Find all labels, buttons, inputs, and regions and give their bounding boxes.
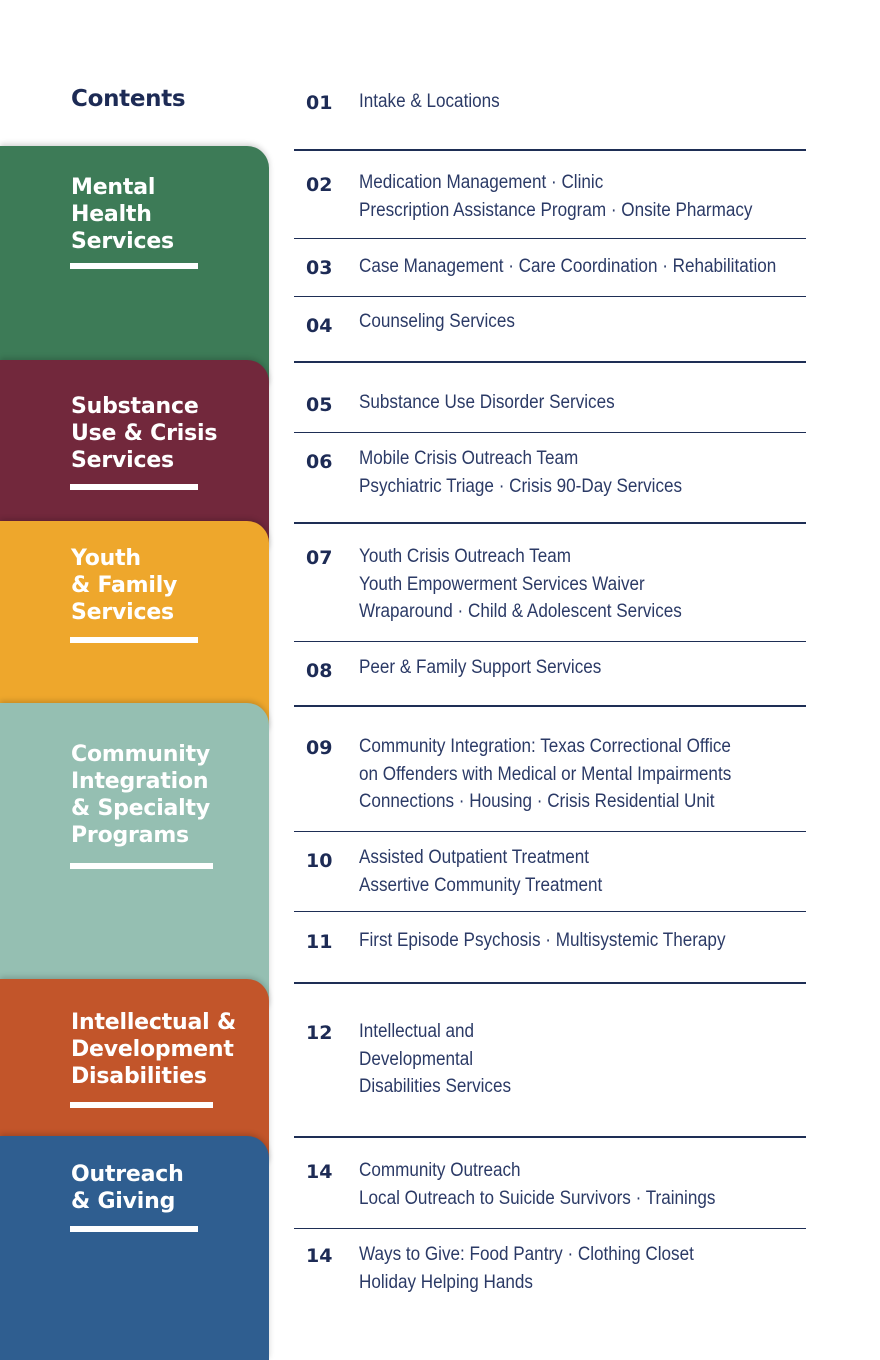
page-number: 12 xyxy=(306,1022,333,1044)
page-number: 01 xyxy=(306,92,333,114)
tab-outreach-giving[interactable] xyxy=(0,1136,269,1360)
entry-text: Community Outreach Local Outreach to Suicide Survivors · Trainings xyxy=(359,1160,716,1209)
tab-mental-health[interactable] xyxy=(0,146,269,386)
tab-underline xyxy=(70,263,198,269)
tab-label-community-integration: Community Integration & Specialty Programs xyxy=(71,742,211,848)
tab-underline xyxy=(70,1102,213,1108)
page-number: 07 xyxy=(306,547,333,569)
row-divider xyxy=(294,831,806,832)
page-number: 04 xyxy=(306,315,333,337)
section-divider xyxy=(294,361,806,363)
contents-title: Contents xyxy=(71,86,186,112)
entry-text: Ways to Give: Food Pantry · Clothing Closet Holiday Helping Hands xyxy=(359,1244,694,1293)
entry-text: Medication Management · Clinic Prescription Assistance Program · Onsite Pharmacy xyxy=(359,172,753,221)
entry-text: Case Management · Care Coordination · Rehabilitation xyxy=(359,256,777,277)
entry-text: Counseling Services xyxy=(359,311,515,332)
tab-label-youth-family: Youth & Family Services xyxy=(71,546,178,625)
row-divider xyxy=(294,1228,806,1229)
tab-label-substance-use-crisis: Substance Use & Crisis Services xyxy=(71,394,218,473)
section-divider xyxy=(294,1136,806,1138)
entry-text: Mobile Crisis Outreach Team Psychiatric Triage · Crisis 90-Day Services xyxy=(359,448,683,497)
page-number: 03 xyxy=(306,257,333,279)
page-number: 09 xyxy=(306,737,333,759)
row-divider xyxy=(294,432,806,433)
page-number: 05 xyxy=(306,394,333,416)
tab-label-mental-health: Mental Health Services xyxy=(71,175,174,254)
section-divider xyxy=(294,705,806,707)
page-number: 02 xyxy=(306,174,333,196)
tab-youth-family[interactable] xyxy=(0,521,269,731)
row-divider xyxy=(294,641,806,642)
tab-label-outreach-giving: Outreach & Giving xyxy=(71,1162,184,1214)
page-number: 11 xyxy=(306,931,333,953)
section-divider xyxy=(294,522,806,524)
tab-community-integration[interactable] xyxy=(0,703,269,1008)
page-number: 14 xyxy=(306,1245,333,1267)
page-number: 08 xyxy=(306,660,333,682)
entry-text: Peer & Family Support Services xyxy=(359,657,602,678)
page-number: 14 xyxy=(306,1161,333,1183)
row-divider xyxy=(294,238,806,239)
entry-text: Substance Use Disorder Services xyxy=(359,392,615,413)
entry-text: First Episode Psychosis · Multisystemic Therapy xyxy=(359,930,726,951)
tab-underline xyxy=(70,1226,198,1232)
row-divider xyxy=(294,296,806,297)
tab-underline xyxy=(70,863,213,869)
row-divider xyxy=(294,911,806,912)
entry-text: Community Integration: Texas Correctional Office on Offenders with Medical or Mental Impairments Connections · Housing · Crisis Residential Unit xyxy=(359,736,732,812)
page-number: 06 xyxy=(306,451,333,473)
tab-underline xyxy=(70,484,198,490)
entry-text: Intake & Locations xyxy=(359,91,500,112)
entry-text: Intellectual and Developmental Disabilities Services xyxy=(359,1021,512,1097)
page-number: 10 xyxy=(306,850,333,872)
tab-underline xyxy=(70,637,198,643)
section-divider xyxy=(294,982,806,984)
entry-text: Assisted Outpatient Treatment Assertive Community Treatment xyxy=(359,847,603,896)
entry-text: Youth Crisis Outreach Team Youth Empowerment Services Waiver Wraparound · Child & Adolescent Services xyxy=(359,546,682,622)
tab-label-intellectual-development: Intellectual & Development Disabilities xyxy=(71,1010,236,1089)
section-divider xyxy=(294,149,806,151)
